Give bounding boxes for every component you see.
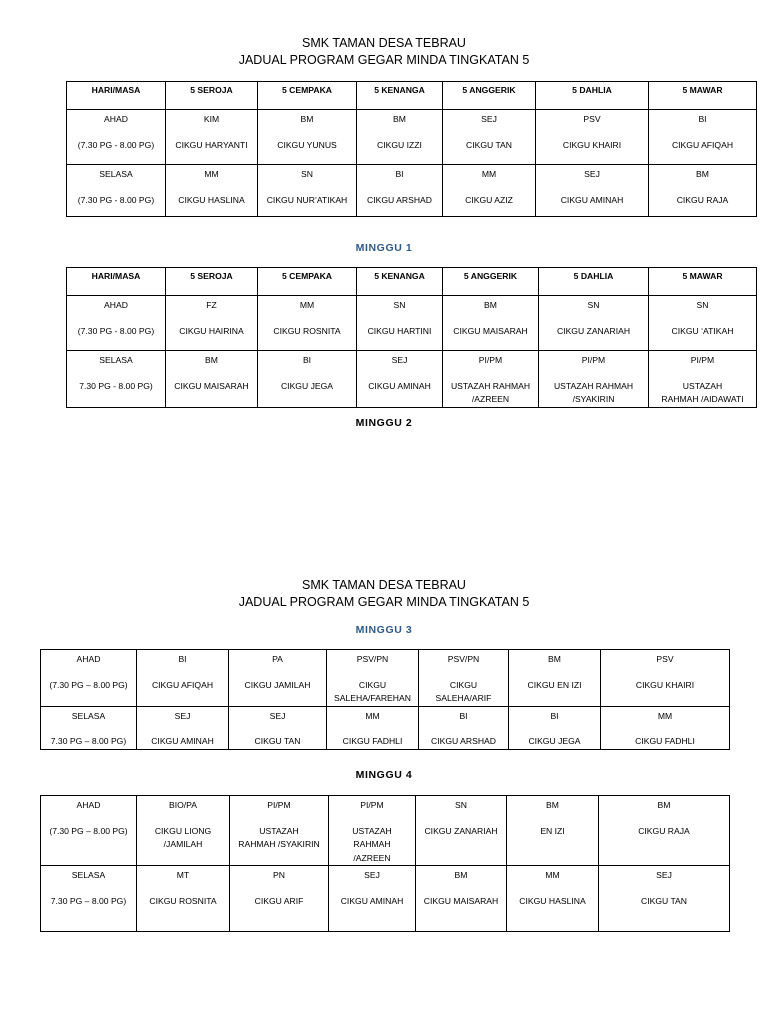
column-header: 5 MAWAR (649, 268, 757, 296)
teacher-label: CIKGU FADHLI (635, 736, 695, 746)
teacher-label: CIKGU TAN (466, 139, 512, 150)
subject-label: MT (176, 870, 190, 880)
subject-label: SEJ (174, 710, 191, 721)
class-cell (416, 866, 507, 932)
table-row (41, 650, 730, 707)
week-label-2: MINGGU 2 (355, 417, 413, 429)
teacher-label: CIKGU ZANARIAH (424, 825, 498, 836)
time-label: 7.30 PG – 8.00 PG) (50, 736, 127, 746)
subject-label: PSV/PN (356, 654, 389, 664)
class-cell (599, 866, 730, 932)
column-header: 5 MAWAR (649, 82, 757, 110)
class-cell (509, 706, 601, 749)
class-cell (329, 866, 416, 932)
subject-label: PSV/PN (447, 654, 480, 664)
table-row (67, 110, 757, 165)
teacher-label: CIKGU HAIRINA (179, 325, 244, 336)
teacher-label: CIKGU HARTINI (367, 325, 432, 336)
schedule-table-4 (40, 795, 730, 932)
class-cell (357, 165, 443, 217)
teacher-label: CIKGU MAISARAH (423, 895, 499, 906)
schedule-table-3 (40, 649, 730, 750)
class-cell (601, 706, 730, 749)
column-header: 5 ANGGERIK (443, 82, 536, 110)
subject-label: BM (696, 169, 709, 179)
table-header-row (67, 82, 757, 110)
week-label-3: MINGGU 3 (355, 624, 413, 636)
teacher-label: CIKGU JEGA (280, 380, 334, 391)
class-cell (539, 351, 649, 408)
teacher-label: CIKGU ARSHAD (431, 736, 496, 746)
subject-label: SN (455, 800, 467, 810)
subject-label: PN (273, 870, 285, 880)
week-label-4: MINGGU 4 (355, 769, 413, 781)
time-label: (7.30 PG – 8.00 PG) (49, 679, 128, 690)
subject-label: BM (393, 114, 406, 124)
teacher-label: CIKGU AFIQAH (671, 139, 734, 150)
time-label: (7.30 PG – 8.00 PG) (49, 825, 128, 836)
table-header-row (67, 268, 757, 296)
day-time-cell (67, 110, 166, 165)
time-label: 7.30 PG - 8.00 PG) (79, 380, 153, 391)
day-time-cell (67, 165, 166, 217)
subject-label: MM (657, 710, 673, 721)
teacher-label: CIKGU MAISARAH (453, 325, 528, 336)
class-cell (137, 866, 230, 932)
class-cell (258, 165, 357, 217)
teacher-label: CIKGU AMINAH (560, 194, 624, 205)
subject-label: BM (548, 654, 561, 664)
class-cell (166, 165, 258, 217)
column-header: 5 KENANGA (357, 82, 443, 110)
class-cell (258, 296, 357, 351)
school-title-1: SMK TAMAN DESA TEBRAU (302, 36, 466, 50)
class-cell (419, 650, 509, 707)
class-cell (166, 351, 258, 408)
class-cell (649, 110, 757, 165)
table-row (67, 351, 757, 408)
time-label: (7.30 PG - 8.00 PG) (77, 194, 155, 205)
teacher-label: CIKGU SALEHA/FAREHAN (334, 679, 411, 703)
day-label: AHAD (104, 114, 128, 124)
class-cell (443, 351, 539, 408)
teacher-label: CIKGU ROSNITA (149, 895, 217, 906)
time-label: (7.30 PG - 8.00 PG) (77, 325, 155, 336)
column-header: 5 CEMPAKA (258, 82, 357, 110)
day-time-cell (67, 296, 166, 351)
day-time-cell (67, 351, 166, 408)
table-row (41, 796, 730, 866)
class-cell (509, 650, 601, 707)
subject-label: PI/PM (360, 800, 384, 810)
teacher-label: CIKGU LIONG /JAMILAH (154, 825, 212, 849)
subject-label: PI/PM (478, 355, 503, 365)
day-label: AHAD (104, 300, 128, 310)
schedule-table-1 (66, 81, 757, 217)
teacher-label: USTAZAH RAHMAH /AZREEN (352, 825, 392, 863)
subject-label: SN (301, 169, 313, 179)
teacher-label: CIKGU JEGA (528, 736, 581, 746)
time-label: 7.30 PG – 8.00 PG) (50, 895, 127, 906)
class-cell (137, 796, 230, 866)
week-label-1: MINGGU 1 (355, 242, 413, 254)
subject-label: BI (395, 169, 404, 179)
column-header: HARI/MASA (67, 268, 166, 296)
class-cell (258, 351, 357, 408)
teacher-label: CIKGU AMINAH (151, 736, 214, 746)
teacher-label: CIKGU MAISARAH (174, 380, 249, 391)
subject-label: PI/PM (690, 355, 715, 365)
teacher-label: CIKGU TAN (641, 895, 687, 906)
column-header: 5 SEROJA (166, 82, 258, 110)
teacher-label: CIKGU TAN (254, 736, 301, 746)
class-cell (649, 296, 757, 351)
class-cell (419, 706, 509, 749)
subject-label: BI (550, 710, 559, 721)
day-label: SELASA (71, 870, 106, 880)
subject-label: BM (300, 114, 314, 124)
class-cell (536, 110, 649, 165)
class-cell (357, 351, 443, 408)
class-cell (443, 110, 536, 165)
schedule-table-2 (66, 267, 757, 408)
column-header: HARI/MASA (67, 82, 166, 110)
subject-label: KIM (203, 114, 220, 124)
subject-label: BM (484, 300, 497, 310)
teacher-label: CIKGU FADHLI (342, 736, 403, 746)
subject-label: SEJ (481, 114, 497, 124)
class-cell (230, 866, 329, 932)
class-cell (443, 296, 539, 351)
subject-label: SEJ (584, 169, 600, 179)
subject-label: SN (393, 300, 406, 310)
teacher-label: USTAZAH RAHMAH /AIDAWATI (661, 380, 744, 404)
subject-label: SEJ (269, 710, 286, 721)
teacher-label: USTAZAH RAHMAH /SYAKIRIN (238, 825, 320, 849)
teacher-label: USTAZAH RAHMAH /AZREEN (450, 380, 531, 404)
teacher-label: CIKGU AFIQAH (151, 679, 214, 690)
subject-label: BM (657, 800, 671, 810)
class-cell (649, 165, 757, 217)
subject-label: BM (546, 800, 559, 810)
subject-label: SEJ (656, 870, 672, 880)
teacher-label: CIKGU IZZI (377, 139, 422, 150)
teacher-label: CIKGU ‘ATIKAH (671, 325, 734, 336)
subject-label: FZ (206, 300, 217, 310)
subject-label: BM (454, 870, 468, 880)
teacher-label: CIKGU EN IZI (527, 679, 582, 690)
teacher-label: CIKGU RAJA (676, 194, 729, 205)
class-cell (539, 296, 649, 351)
subject-label: BM (205, 355, 218, 365)
subject-label: BIO/PA (168, 800, 198, 810)
class-cell (229, 706, 327, 749)
class-cell (329, 796, 416, 866)
subject-label: PSV (656, 654, 674, 664)
teacher-label: CIKGU AMINAH (368, 380, 431, 391)
subject-label: PI/PM (581, 355, 606, 365)
class-cell (166, 296, 258, 351)
time-label: (7.30 PG - 8.00 PG) (77, 139, 155, 150)
teacher-label: USTAZAH RAHMAH /SYAKIRIN (553, 380, 634, 404)
subject-label: BI (459, 710, 468, 721)
teacher-label: CIKGU YUNUS (277, 139, 337, 150)
day-time-cell (41, 866, 137, 932)
subject-label: SN (696, 300, 709, 310)
subject-label: PI/PM (267, 800, 291, 810)
class-cell (258, 110, 357, 165)
subject-label: PSV (583, 114, 601, 124)
subject-label: MM (481, 169, 497, 179)
teacher-label: CIKGU AZIZ (465, 194, 513, 205)
class-cell (327, 650, 419, 707)
class-cell (536, 165, 649, 217)
subject-label: PA (272, 654, 283, 664)
teacher-label: CIKGU KHAIRI (562, 139, 622, 150)
column-header: 5 CEMPAKA (258, 268, 357, 296)
teacher-label: CIKGU ROSNITA (273, 325, 341, 336)
class-cell (357, 110, 443, 165)
subject-label: MM (365, 710, 380, 721)
teacher-label: CIKGU HASLINA (178, 194, 245, 205)
teacher-label: CIKGU NUR’ATIKAH (266, 194, 348, 205)
day-label: AHAD (76, 654, 101, 664)
day-label: AHAD (76, 800, 101, 810)
class-cell (507, 796, 599, 866)
class-cell (357, 296, 443, 351)
teacher-label: CIKGU JAMILAH (244, 679, 311, 690)
teacher-label: CIKGU ARSHAD (367, 194, 432, 205)
subject-label: SN (587, 300, 600, 310)
subject-label: SEJ (391, 355, 408, 365)
program-title-1: JADUAL PROGRAM GEGAR MINDA TINGKATAN 5 (238, 53, 530, 67)
day-time-cell (41, 650, 137, 707)
teacher-label: EN IZI (540, 825, 565, 836)
program-title-2: JADUAL PROGRAM GEGAR MINDA TINGKATAN 5 (238, 595, 530, 609)
subject-label: MM (204, 169, 219, 179)
teacher-label: CIKGU ARIF (254, 895, 304, 906)
subject-label: BI (302, 355, 312, 365)
class-cell (416, 796, 507, 866)
column-header: 5 ANGGERIK (443, 268, 539, 296)
table-row (41, 706, 730, 749)
day-label: SELASA (99, 169, 133, 179)
school-title-2: SMK TAMAN DESA TEBRAU (302, 578, 466, 592)
teacher-label: CIKGU RAJA (638, 825, 690, 836)
class-cell (137, 706, 229, 749)
class-cell (599, 796, 730, 866)
teacher-label: CIKGU ZANARIAH (556, 325, 631, 336)
subject-label: MM (299, 300, 315, 310)
day-label: SELASA (71, 710, 106, 721)
day-label: SELASA (99, 355, 133, 365)
column-header: 5 SEROJA (166, 268, 258, 296)
class-cell (327, 706, 419, 749)
teacher-label: CIKGU AMINAH (340, 895, 404, 906)
subject-label: BI (178, 654, 187, 664)
class-cell (229, 650, 327, 707)
teacher-label: CIKGU HARYANTI (175, 139, 248, 150)
teacher-label: CIKGU KHAIRI (635, 679, 695, 690)
day-time-cell (41, 796, 137, 866)
subject-label: SEJ (364, 870, 380, 880)
table-row (41, 866, 730, 932)
table-row (67, 165, 757, 217)
class-cell (649, 351, 757, 408)
class-cell (166, 110, 258, 165)
teacher-label: CIKGU HASLINA (519, 895, 586, 906)
column-header: 5 KENANGA (357, 268, 443, 296)
column-header: 5 DAHLIA (536, 82, 649, 110)
class-cell (230, 796, 329, 866)
class-cell (137, 650, 229, 707)
subject-label: MM (545, 870, 560, 880)
teacher-label: CIKGU SALEHA/ARIF (435, 679, 492, 703)
column-header: 5 DAHLIA (539, 268, 649, 296)
class-cell (507, 866, 599, 932)
table-row (67, 296, 757, 351)
subject-label: BI (698, 114, 707, 124)
day-time-cell (41, 706, 137, 749)
class-cell (443, 165, 536, 217)
class-cell (601, 650, 730, 707)
